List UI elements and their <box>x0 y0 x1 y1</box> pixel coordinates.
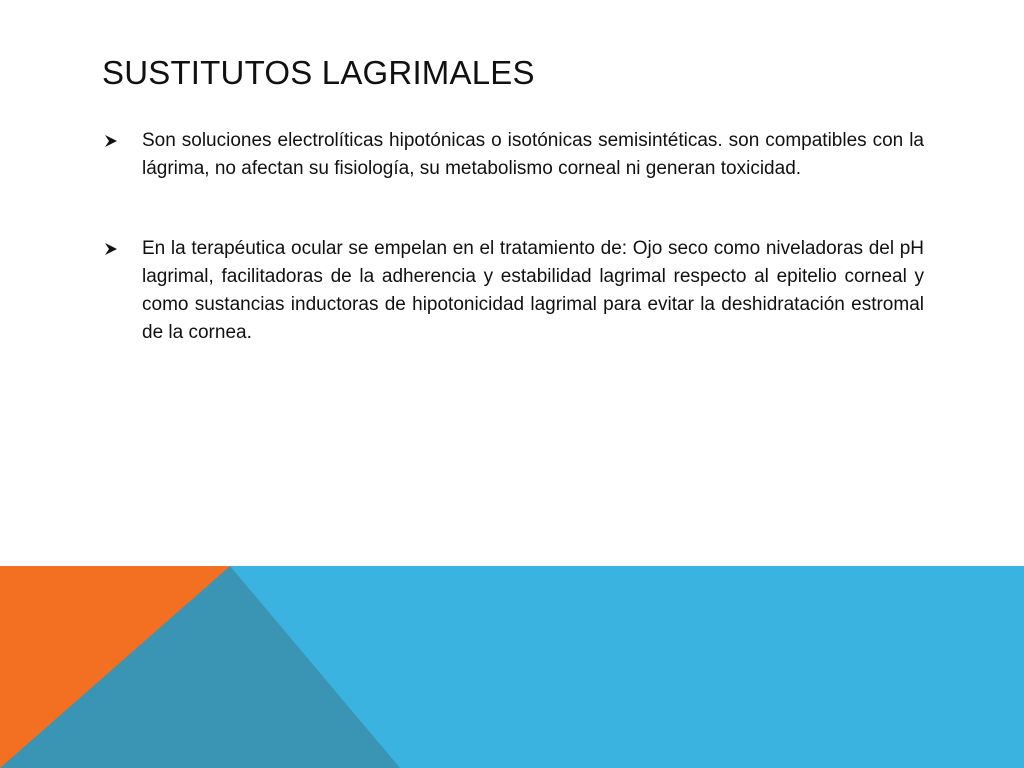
arrow-bullet-icon <box>104 242 118 256</box>
arrow-bullet-icon <box>104 134 118 148</box>
bullet-list <box>102 127 924 347</box>
decorative-footer-shapes <box>0 566 1024 768</box>
slide-title: SUSTITUTOS LAGRIMALES <box>102 54 535 91</box>
bullet-item <box>102 235 924 347</box>
bullet-text: En la terapéutica ocular se empelan en el tratamiento de: Ojo seco como niveladoras del pH lagrimal, facilitadoras de la adherencia y estabilidad lagrimal respecto al epitelio corneal y como sustancias inductoras de hipotonicidad lagrimal para evitar la deshidratación estromal de la cornea. <box>142 238 924 343</box>
bullet-item <box>102 127 924 183</box>
bullet-text: Son soluciones electrolíticas hipotónicas o isotónicas semisintéticas. son compatibles con la lágrima, no afectan su fisiología, su metabolismo corneal ni generan toxicidad. <box>142 130 924 179</box>
